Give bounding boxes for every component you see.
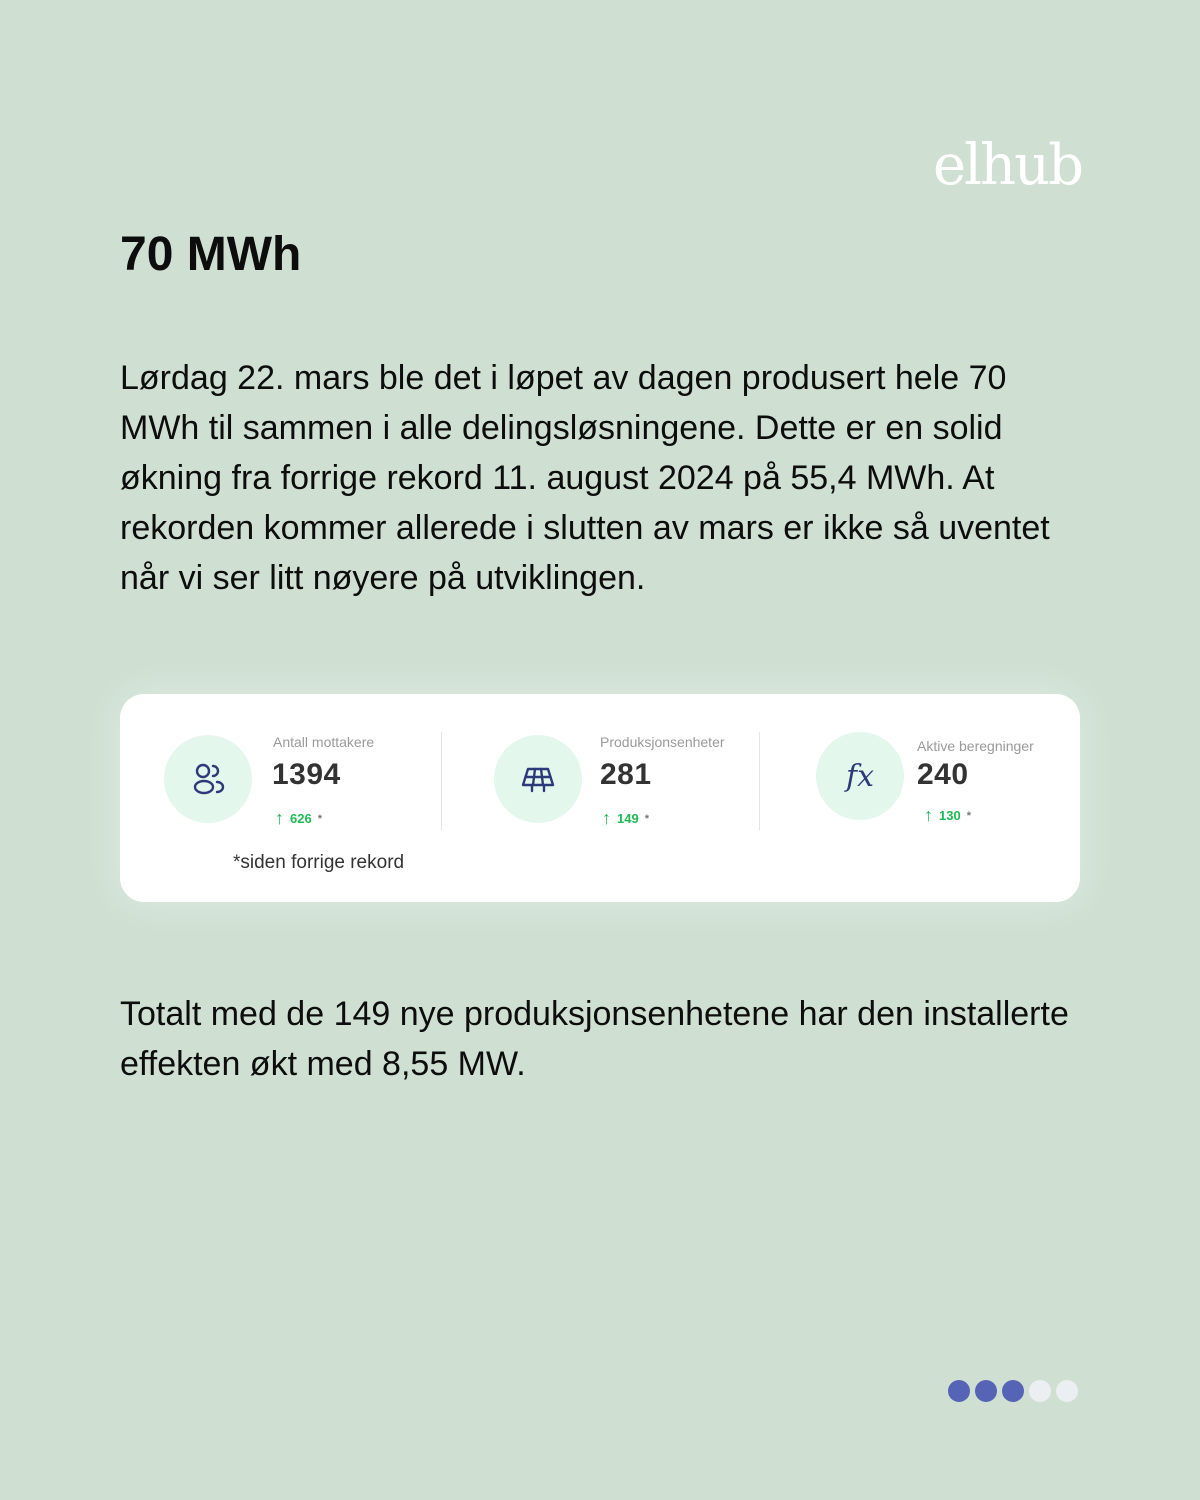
stat-label-production-units: Produksjonsenheter (600, 734, 725, 750)
stat-value-recipients: 1394 (272, 758, 341, 791)
arrow-up-icon: ↑ (602, 808, 611, 828)
solar-panel-icon (494, 735, 582, 823)
stat-label-recipients: Antall mottakere (273, 734, 375, 750)
footnote: *siden forrige rekord (233, 852, 405, 873)
pagination-dot[interactable] (1056, 1380, 1078, 1402)
pagination-dot[interactable] (975, 1380, 997, 1402)
pagination-dot[interactable] (1002, 1380, 1024, 1402)
stat-value-production-units: 281 (600, 758, 652, 791)
stat-delta-active-calculations: ↑ 130 * (924, 805, 971, 825)
stat-delta-production-units: ↑ 149 * (602, 808, 649, 828)
users-icon (164, 735, 252, 823)
stat-delta-recipients: ↑ 626 * (275, 808, 322, 828)
arrow-up-icon: ↑ (924, 805, 933, 825)
pagination-dot[interactable] (1029, 1380, 1051, 1402)
summary-paragraph: Totalt med de 149 nye produksjonsenhetene har den installerte effekten økt med 8,55 MW. (120, 995, 1069, 1083)
elhub-logo: elhub (932, 133, 1082, 198)
fx-icon: fx (816, 732, 904, 820)
stat-value-active-calculations: 240 (917, 758, 969, 791)
divider (759, 732, 760, 830)
intro-paragraph: Lørdag 22. mars ble det i løpet av dagen produsert hele 70 MWh til sammen i alle delingsløsningene. Dette er en solid økning fra forrige rekord 11. august 2024 på 55,4 MWh. At rekorden kommer allerede i slutten av mars er ikke så uventet når vi ser litt nøyere på utviklingen. (120, 359, 1050, 597)
pagination-dot[interactable] (948, 1380, 970, 1402)
page-title: 70 MWh (120, 228, 302, 281)
pagination-dots (948, 1380, 1078, 1402)
divider (441, 732, 442, 830)
arrow-up-icon: ↑ (275, 808, 284, 828)
stats-card (120, 694, 1080, 902)
stat-label-active-calculations: Aktive beregninger (917, 738, 1034, 754)
